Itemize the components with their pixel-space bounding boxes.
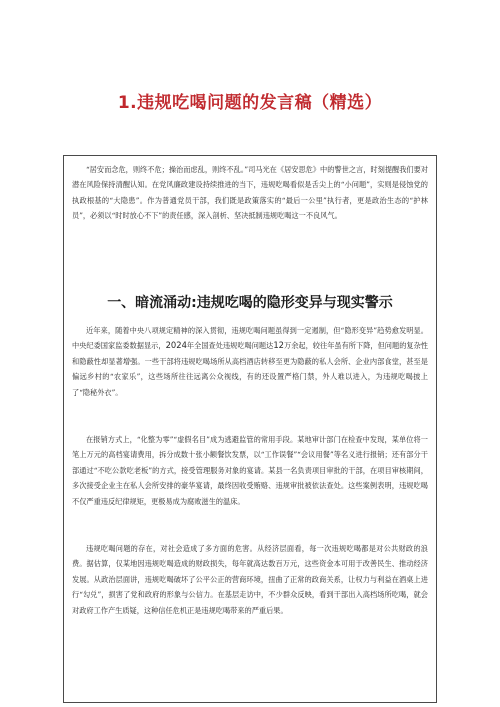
paragraph-1-year: 2024 (165, 340, 187, 351)
paragraph-1-part-a: 近年来，随着中央八项规定精神的深入贯彻，违规吃喝问题虽得到一定遏制，但“隐形变异”趋势愈发明显。中央纪委国家监委数据显示， (72, 326, 428, 351)
section-heading-1: 一、暗流涌动:违规吃喝的隐形变异与现实警示 (107, 295, 393, 311)
paragraph-1 (72, 323, 428, 400)
paragraph-1-part-c: 万余起，较往年虽有所下降，但问题的复杂性和隐蔽性却显著增强。一些干部将违规吃喝场所从高档酒店转移至更为隐蔽的私人会所、企业内部食堂，甚至是偏远乡村的“农家乐”，这些场所往往远离公众视线，有的还设置严格门禁，外人难以进入，为违规吃喝披上了“隐秘外衣”。 (72, 341, 428, 397)
paragraph-2: 在报销方式上，“化整为零”“虚假名目”成为逃避监管的常用手段。某地审计部门在检查中发现，某单位将一笔上万元的高档宴请费用，拆分成数十张小额餐饮发票，以“工作误餐”“会议用餐”等名义进行报销；还有部分干部通过“不吃公款吃老板”的方式，接受管理服务对象的宴请。某县一名负责项目审批的干部，在项目审核期间，多次接受企业主在私人会所安排的豪华宴请，最终因收受贿赂、违规审批被依法查处。这些案例表明，违规吃喝不仅严重违反纪律规矩，更极易成为腐败滋生的温床。 (72, 435, 428, 506)
paragraph-1-part-b: 年全国查处违规吃喝问题达 (186, 341, 274, 351)
content-frame (63, 155, 437, 703)
paragraph-3: 违规吃喝问题的存在，对社会造成了多方面的危害。从经济层面看，每一次违规吃喝都是对公共财政的浪费。据估算，仅某地因违规吃喝造成的财政损失，每年就高达数百万元，这些资金本可用于改善民生、推动经济发展。从政治层面讲，违规吃喝破坏了公平公正的营商环境，扭曲了正常的政商关系，让权力与利益在酒桌上进行“勾兑”，损害了党和政府的形象与公信力。在基层走访中，不少群众反映，看到干部出入高档场所吃喝，就会对政府工作产生质疑，这种信任危机正是违规吃喝带来的严重后果。 (72, 544, 428, 615)
intro-paragraph: “居安而念危，则终不危；操治而虑乱，则终不乱。”司马光在《居安思危》中的警世之言，时刻提醒我们要对潜在风险保持清醒认知。在党风廉政建设持续推进的当下，违规吃喝看似是舌尖上的“小问题”，实则是侵蚀党的执政根基的“大隐患”。作为普通党员干部，我们既是政策落实的“最后一公里”执行者，更是政治生态的“护林员”，必须以“时时放心不下”的责任感，深入剖析、坚决抵制违规吃喝这一不良风气。 (72, 165, 428, 221)
paragraph-1-number: 12 (273, 340, 284, 351)
document-title: 1.违规吃喝问题的发言稿（精选） (117, 93, 383, 113)
